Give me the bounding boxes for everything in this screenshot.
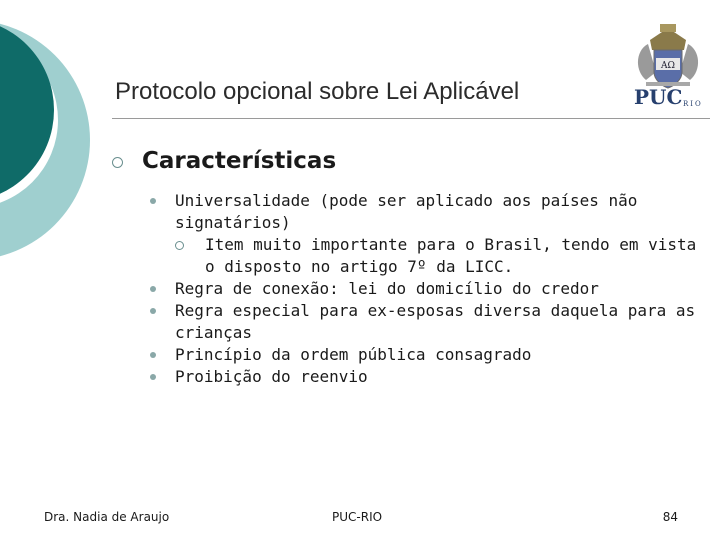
title-divider [112,118,710,119]
bullet-dot-icon [150,352,156,358]
puc-rio-logo [626,20,710,108]
slide-title: Protocolo opcional sobre Lei Aplicável [115,78,520,105]
bullet-item [150,300,702,344]
footer-center-text: PUC-RIO [332,510,383,524]
bullet-item [150,344,702,366]
bullet-list [150,190,702,388]
hollow-bullet-icon [175,241,184,250]
bullet-item [150,190,702,278]
bullet-item [150,278,702,300]
sub-bullet-item [175,234,702,278]
bullet-text: Proibição do reenvio [175,367,368,386]
sub-bullet-text: Item muito importante para o Brasil, tendo em vista o disposto no artigo 7º da LICC. [205,235,697,276]
bullet-item [150,366,702,388]
bullet-text: Regra especial para ex-esposas diversa daquela para as crianças [175,301,696,342]
bullet-dot-icon [150,374,156,380]
bullet-text: Regra de conexão: lei do domicílio do credor [175,279,599,298]
crest-icon [638,24,698,88]
footer-author: Dra. Nadia de Araujo [44,510,170,524]
page-number: 84 [662,510,678,524]
shield-text: AΩ [661,61,675,71]
bullet-dot-icon [150,308,156,314]
decorative-circles [0,0,140,300]
heading-text: Características [142,148,337,174]
bullet-text: Princípio da ordem pública consagrado [175,345,532,364]
bullet-text: Universalidade (pode ser aplicado aos países não signatários) [175,191,638,232]
bullet-dot-icon [150,198,156,204]
logo-text: PUC [634,85,683,108]
logo-subtext: RIO [683,100,703,108]
bullet-dot-icon [150,286,156,292]
hollow-bullet-icon [112,157,123,168]
